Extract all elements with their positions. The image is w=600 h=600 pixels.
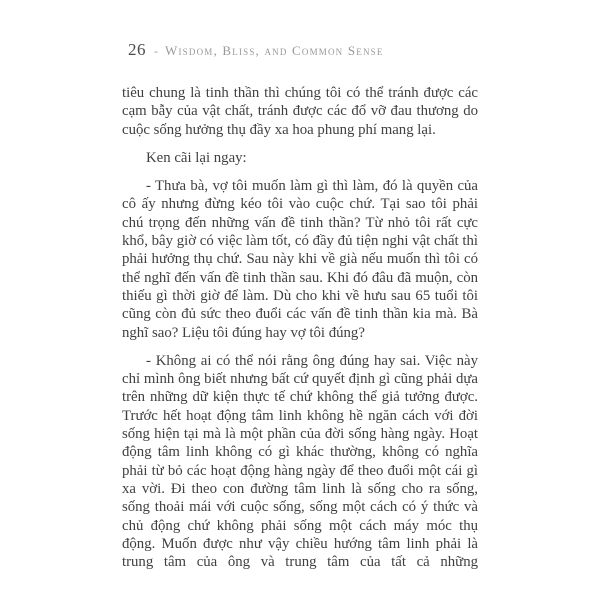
paragraph: tiêu chung là tinh thần thì chúng tôi có thể tránh được các cạm bẫy của vật chất, tránh được các đổ vỡ đau thương do cuộc sống hưởng thụ đầy xa hoa phung phí mang lại.: [122, 85, 478, 138]
page-number: 26: [128, 40, 146, 59]
paragraph: - Thưa bà, vợ tôi muốn làm gì thì làm, đó là quyền của cô ấy nhưng đừng kéo tôi vào cuộc chứ. Tại sao tôi phải chú trọng đến những vấn đề tinh thần? Từ nhỏ tôi rất cực khổ, bây giờ có việc làm tốt, có đầy đủ tiện nghi vật chất thì phải hưởng thụ chứ. Sau này khi về già nếu muốn thì tôi có thể nghĩ đến vấn đề tinh thần sau. Khi đó đâu đã muộn, còn thiếu gì thời giờ để làm. Dù cho khi về hưu sau 65 tuổi tôi cũng còn đủ sức theo đuổi các vấn đề tinh thần kia mà. Bà nghĩ sao? Liệu tôi đúng hay vợ tôi đúng?: [122, 178, 478, 341]
page-body: [122, 84, 478, 571]
paragraph: - Không ai có thể nói rằng ông đúng hay sai. Việc này chỉ mình ông biết nhưng bất cứ quyết định gì cũng phải dựa trên những dữ kiện thực tế chứ không thể giả tưởng được. Trước hết hoạt động tâm linh không hề ngăn cách với đời sống hiện tại mà là một phần của đời sống hàng ngày. Hoạt động tâm linh không có gì khác thường, không có nghĩa phải từ bỏ các hoạt động hàng ngày để theo đuổi một cái gì xa vời. Đi theo con đường tâm linh là sống cho ra sống, sống thoải mái với cuộc sống, sống một cách có ý thức và chủ động chứ không phải sống một cách máy móc thụ động. Muốn được như vậy chiều hướng tâm linh phải là trung tâm của ông và trung tâm của tất cả những: [122, 352, 478, 571]
book-title: Wisdom, Bliss, and Common Sense: [165, 43, 384, 58]
header-separator: -: [154, 44, 158, 58]
paragraph: Ken cãi lại ngay:: [146, 149, 247, 166]
running-header: [128, 40, 478, 60]
